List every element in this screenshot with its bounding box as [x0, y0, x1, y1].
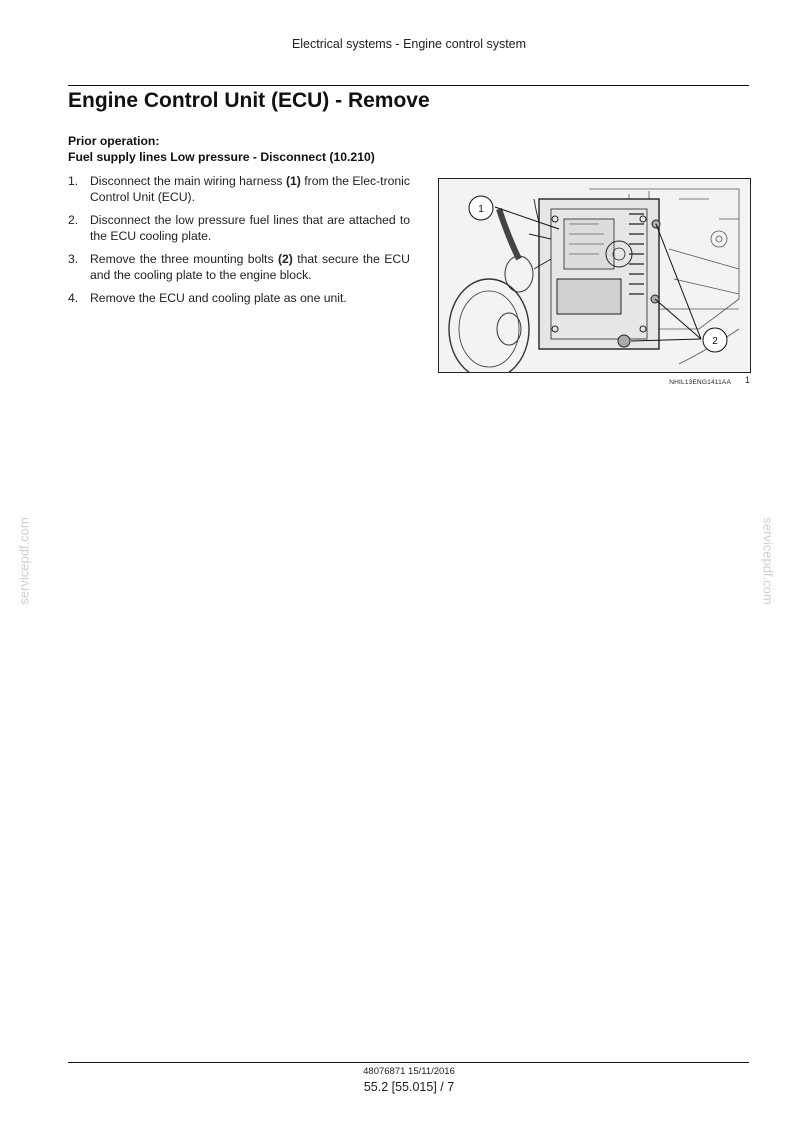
page-number: 55.2 [55.015] / 7 — [363, 1080, 455, 1094]
step-item — [68, 252, 410, 283]
footer-rule — [68, 1062, 749, 1063]
step-item — [68, 291, 410, 307]
prior-operation — [68, 133, 418, 165]
callout-2-label: 2 — [712, 336, 718, 347]
header-rule — [68, 85, 749, 86]
watermark-left: servicepdf.com — [16, 517, 32, 605]
step-text-cont: from the Elec-tronic Control Unit (ECU). — [90, 174, 410, 204]
engine-ecu-illustration — [439, 179, 750, 372]
step-text: Disconnect the low pressure fuel lines that are attached to the ECU cooling plate. — [90, 213, 410, 243]
callout-2 — [703, 328, 727, 352]
watermark-right: servicepdf.com — [760, 517, 776, 605]
prior-operation-label: Prior operation: — [68, 134, 160, 148]
step-item — [68, 213, 410, 244]
running-header: Electrical systems - Engine control system — [291, 37, 527, 51]
figure-code: NHIL13ENG1411AA — [669, 379, 731, 386]
procedure-steps — [68, 174, 410, 315]
step-number: 2. — [68, 213, 79, 227]
document-id: 48076871 15/11/2016 — [363, 1066, 455, 1077]
step-number: 4. — [68, 291, 79, 305]
step-number: 1. — [68, 174, 79, 188]
engine-ecu-photo — [438, 178, 751, 373]
step-text-cont: that secure the ECU and the cooling plate to the engine block. — [90, 252, 410, 282]
step-callout-ref: (2) — [277, 252, 293, 266]
step-callout-ref: (1) — [285, 174, 301, 188]
step-text: Remove the ECU and cooling plate as one unit. — [90, 291, 347, 305]
step-text: Remove the three mounting bolts — [90, 252, 278, 266]
step-item — [68, 174, 410, 205]
prior-operation-reference: Fuel supply lines Low pressure - Disconnect (10.210) — [68, 150, 375, 164]
step-number: 3. — [68, 252, 79, 266]
callout-1 — [469, 196, 493, 220]
figure-number: 1 — [745, 375, 751, 385]
callout-1-label: 1 — [478, 204, 484, 215]
page-title: Engine Control Unit (ECU) - Remove — [68, 89, 430, 112]
step-text: Disconnect the main wiring harness — [90, 174, 286, 188]
